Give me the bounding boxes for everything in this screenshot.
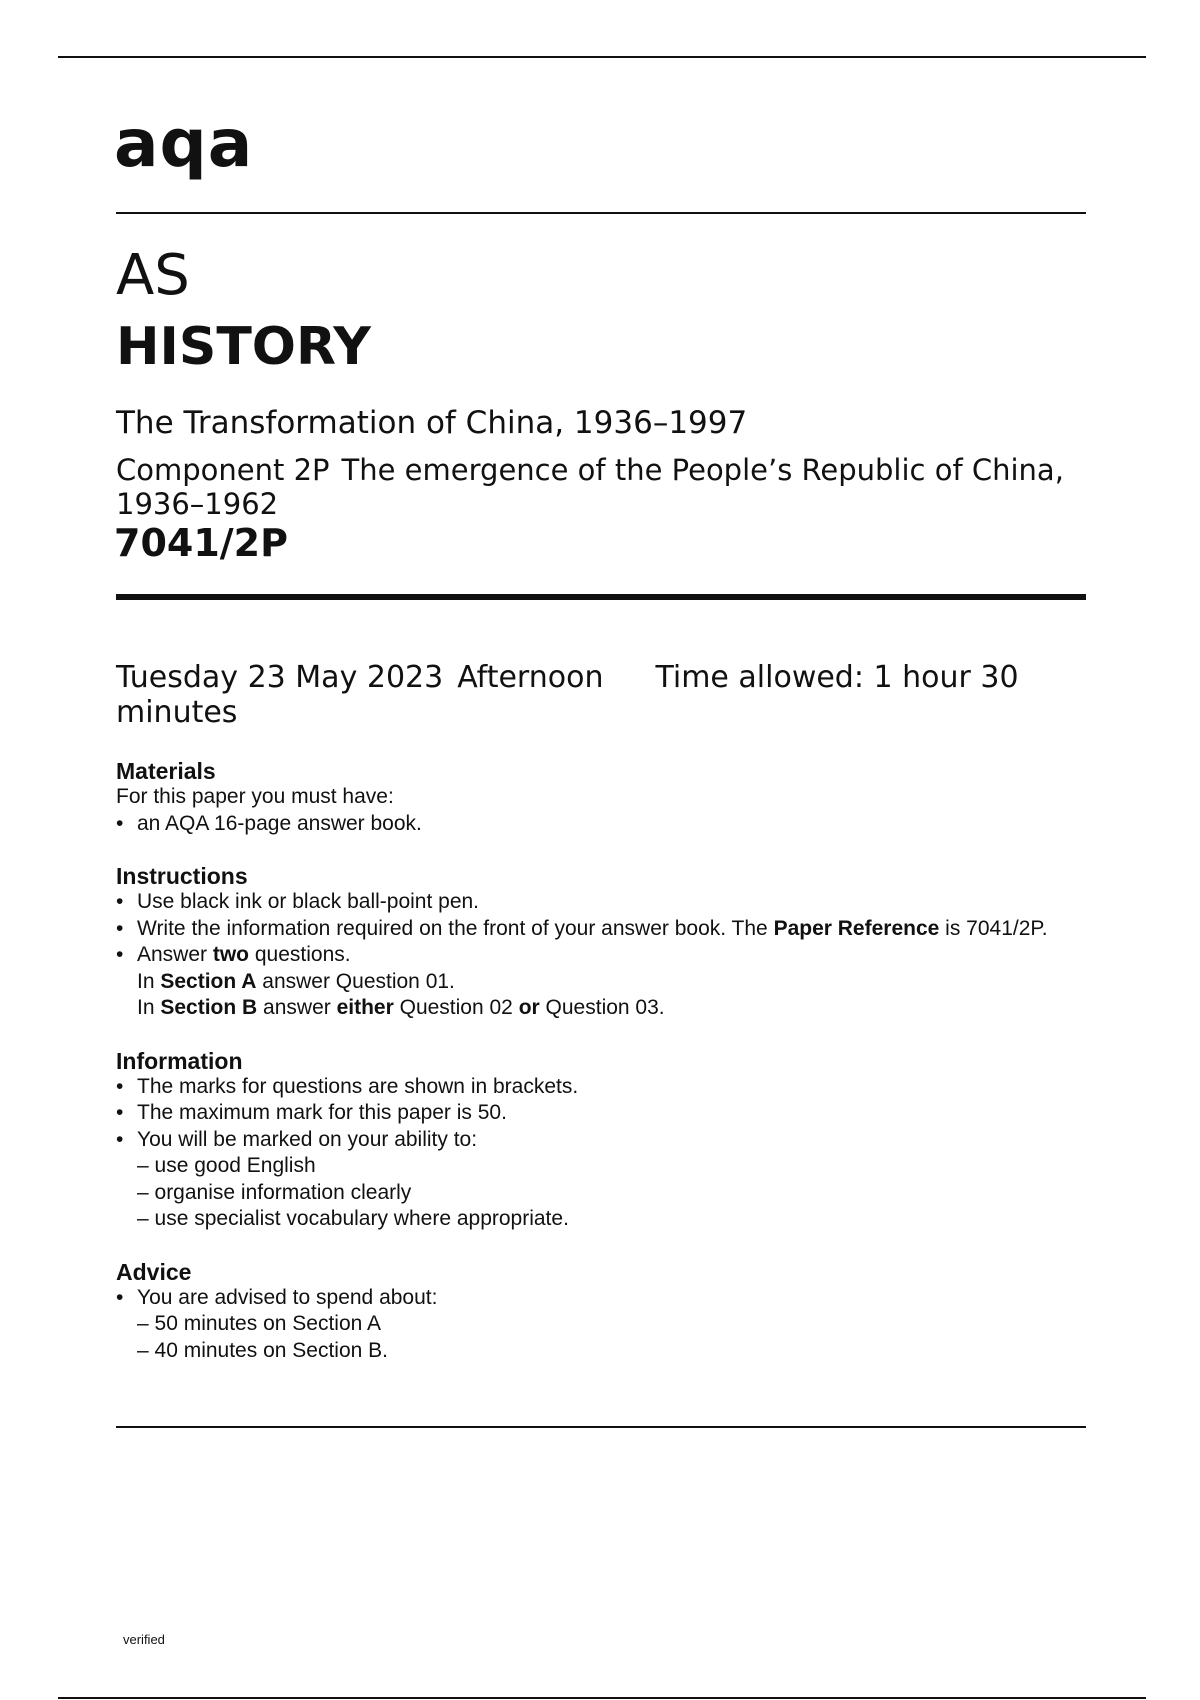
rubric bbox=[116, 758, 1096, 1390]
information-item: The marks for questions are shown in brackets. bbox=[137, 1074, 579, 1098]
information-heading: Information bbox=[116, 1047, 243, 1074]
information-section bbox=[116, 1048, 1096, 1233]
materials-section bbox=[116, 758, 1096, 837]
component-title: The emergence of the People’s Republic of China, 1936–1962 bbox=[116, 453, 1064, 521]
information-subitem: – organise information clearly bbox=[137, 1180, 412, 1204]
section-a-label: Section A bbox=[160, 969, 257, 993]
exam-date: Tuesday 23 May 2023 bbox=[116, 660, 444, 695]
bullet-icon: • bbox=[116, 1127, 124, 1151]
advice-item: You are advised to spend about: bbox=[137, 1285, 438, 1309]
information-item: The maximum mark for this paper is 50. bbox=[137, 1101, 507, 1124]
section-a-pre: In bbox=[137, 969, 161, 993]
exam-date-line bbox=[116, 660, 1096, 730]
paper-title: The Transformation of China, 1936–1997 bbox=[116, 405, 748, 441]
list-item bbox=[116, 1285, 1096, 1312]
instruction-answer-count: two bbox=[212, 943, 250, 966]
materials-intro: For this paper you must have: bbox=[116, 785, 394, 808]
list-item bbox=[116, 1127, 1096, 1154]
exam-session: Afternoon bbox=[457, 660, 604, 695]
instructions-heading: Instructions bbox=[116, 863, 248, 889]
title-divider bbox=[116, 594, 1086, 600]
instruction-info-text: Write the information required on the front of your answer book. The bbox=[137, 916, 774, 940]
section-b-or: or bbox=[518, 996, 540, 1019]
bullet-icon: • bbox=[116, 916, 124, 940]
rubric-end-rule bbox=[116, 1426, 1086, 1428]
subject-title: HISTORY bbox=[116, 317, 371, 377]
section-a-instruction bbox=[116, 969, 1096, 996]
aqa-logo: aqa bbox=[114, 105, 254, 182]
materials-heading: Materials bbox=[116, 758, 216, 784]
section-b-label: Section B bbox=[160, 996, 258, 1019]
information-item: You will be marked on your ability to: bbox=[137, 1127, 478, 1151]
bullet-icon: • bbox=[116, 1101, 124, 1124]
list-item bbox=[116, 942, 1096, 969]
advice-subitem: – 50 minutes on Section A bbox=[137, 1312, 381, 1335]
list-item bbox=[116, 1100, 1096, 1127]
logo-divider bbox=[116, 212, 1086, 214]
bullet-icon: • bbox=[116, 811, 124, 835]
list-item bbox=[116, 1074, 1096, 1101]
time-allowed: Time allowed: 1 hour 30 minutes bbox=[116, 660, 1019, 730]
section-b-question-03: Question 03. bbox=[539, 996, 665, 1019]
instruction-answer-tail: questions. bbox=[249, 943, 351, 966]
section-b-instruction bbox=[116, 995, 1096, 1022]
information-subitem: – use good English bbox=[137, 1154, 316, 1177]
section-b-pre: In bbox=[137, 996, 161, 1019]
instruction-ink: Use black ink or black ball-point pen. bbox=[137, 890, 480, 913]
information-subitem: – use specialist vocabulary where appropriate. bbox=[137, 1207, 569, 1230]
section-b-question-02: Question 02 bbox=[393, 996, 519, 1019]
materials-item: an AQA 16-page answer book. bbox=[137, 811, 422, 835]
bullet-icon: • bbox=[116, 943, 124, 966]
bullet-icon: • bbox=[116, 1074, 124, 1098]
qualification-level: AS bbox=[116, 243, 190, 308]
instruction-answer-text: Answer bbox=[137, 943, 213, 966]
list-item bbox=[116, 889, 1096, 916]
paper-code: 7041/2P bbox=[114, 521, 288, 565]
top-rule bbox=[58, 56, 1146, 58]
advice-section bbox=[116, 1259, 1096, 1365]
section-b-mid: answer bbox=[257, 996, 337, 1019]
advice-heading: Advice bbox=[116, 1258, 192, 1285]
section-a-post: answer Question 01. bbox=[256, 969, 455, 993]
advice-subitem: – 40 minutes on Section B. bbox=[137, 1338, 388, 1362]
bottom-rule bbox=[58, 1697, 1146, 1699]
component-label: Component 2P bbox=[116, 453, 330, 487]
footer-note: verified bbox=[123, 1632, 165, 1647]
list-item bbox=[116, 916, 1096, 943]
list-item bbox=[116, 811, 1096, 838]
section-b-either: either bbox=[336, 996, 394, 1019]
instruction-paper-reference: Paper Reference bbox=[773, 916, 940, 940]
component-line bbox=[116, 453, 1096, 521]
instructions-section bbox=[116, 863, 1096, 1022]
instruction-info-tail: is 7041/2P. bbox=[939, 916, 1048, 940]
bullet-icon: • bbox=[116, 890, 124, 913]
bullet-icon: • bbox=[116, 1285, 124, 1309]
